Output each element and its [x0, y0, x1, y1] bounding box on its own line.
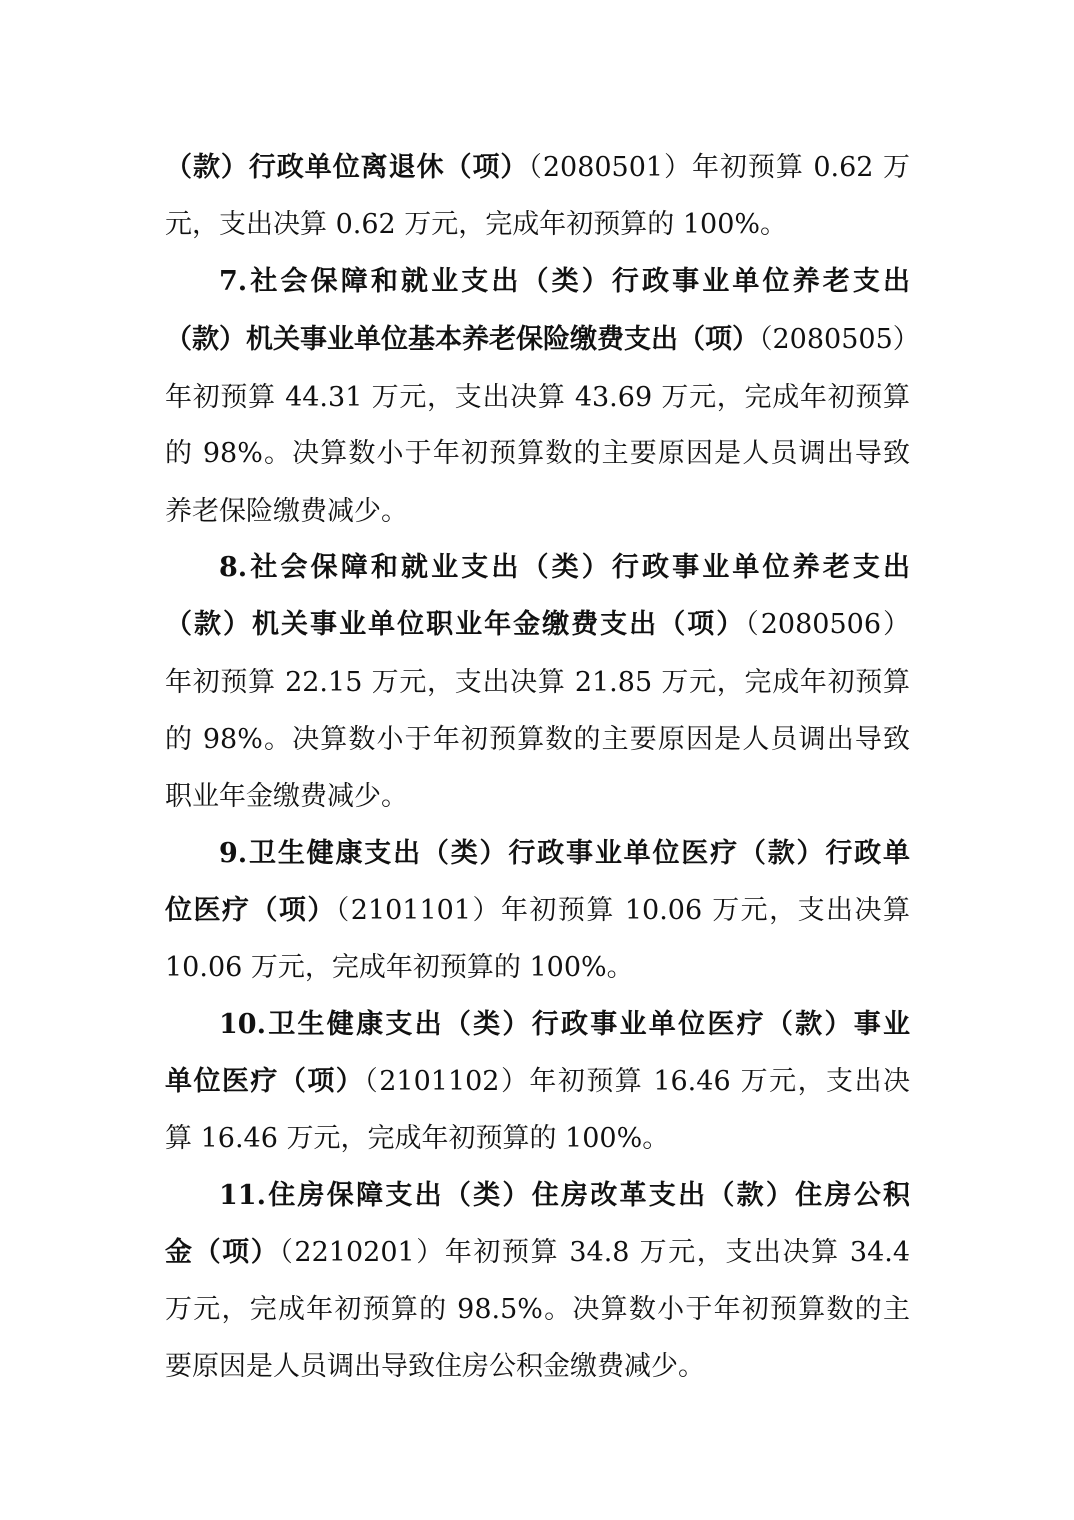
budget-item-heading: 位医疗（项） — [165, 895, 336, 926]
paragraph-line — [219, 1005, 910, 1045]
paragraph-text: （2101102）年初预算 16.46 万元，支出决 — [364, 1066, 910, 1097]
paragraph-text: 算 16.46 万元，完成年初预算的 100%。 — [165, 1123, 670, 1154]
paragraph-line — [165, 663, 910, 703]
paragraph-line — [165, 1290, 910, 1330]
budget-item-heading: 10.卫生健康支出（类）行政事业单位医疗（款）事业 — [219, 1009, 910, 1040]
paragraph-line — [165, 1062, 910, 1102]
paragraph-line — [165, 891, 910, 931]
paragraph-text: 年初预算 44.31 万元，支出决算 43.69 万元，完成年初预算 — [165, 382, 910, 413]
paragraph-line — [165, 378, 910, 418]
paragraph-text: （2080501）年初预算 0.62 万 — [528, 152, 910, 183]
paragraph-line — [219, 1176, 910, 1216]
budget-item-heading: 金（项） — [165, 1237, 280, 1268]
budget-item-heading: 8.社会保障和就业支出（类）行政事业单位养老支出 — [219, 552, 910, 583]
paragraph-text: 10.06 万元，完成年初预算的 100%。 — [165, 952, 634, 983]
paragraph-line — [165, 605, 910, 645]
paragraph-text: （2101101）年初预算 10.06 万元，支出决算 — [335, 895, 910, 926]
paragraph-line — [165, 492, 910, 532]
budget-item-heading: 单位医疗（项） — [165, 1066, 365, 1097]
paragraph-line — [165, 1347, 910, 1387]
budget-item-heading: （款）机关事业单位职业年金缴费支出（项） — [165, 609, 746, 640]
paragraph-text: 的 98%。决算数小于年初预算数的主要原因是人员调出导致 — [165, 438, 910, 469]
paragraph-text: 养老保险缴费减少。 — [165, 496, 408, 527]
paragraph-line — [219, 548, 910, 588]
paragraph-text: 要原因是人员调出导致住房公积金缴费减少。 — [165, 1351, 705, 1382]
paragraph-line — [165, 720, 910, 760]
paragraph-text: 万元，完成年初预算的 98.5%。决算数小于年初预算数的主 — [165, 1294, 910, 1325]
paragraph-text: （2080505） — [759, 324, 920, 355]
paragraph-text: 的 98%。决算数小于年初预算数的主要原因是人员调出导致 — [165, 724, 910, 755]
paragraph-line — [219, 834, 910, 874]
paragraph-line — [165, 777, 910, 817]
paragraph-text: 年初预算 22.15 万元，支出决算 21.85 万元，完成年初预算 — [165, 667, 910, 698]
budget-item-heading: （款）行政单位离退休（项） — [165, 152, 529, 183]
paragraph-text: 职业年金缴费减少。 — [165, 781, 408, 812]
paragraph-line — [165, 1119, 910, 1159]
paragraph-line — [165, 205, 910, 245]
paragraph-text: （2210201）年初预算 34.8 万元，支出决算 34.4 — [279, 1237, 911, 1268]
budget-item-heading: 7.社会保障和就业支出（类）行政事业单位养老支出 — [219, 266, 910, 297]
paragraph-text: 元，支出决算 0.62 万元，完成年初预算的 100%。 — [165, 209, 788, 240]
budget-item-heading: （款）机关事业单位基本养老保险缴费支出（项） — [165, 324, 759, 355]
paragraph-line — [165, 434, 910, 474]
paragraph-line — [165, 148, 910, 188]
paragraph-line — [165, 1233, 910, 1273]
paragraph-line — [165, 320, 920, 360]
budget-item-heading: 11.住房保障支出（类）住房改革支出（款）住房公积 — [219, 1180, 910, 1211]
paragraph-line — [219, 262, 910, 302]
paragraph-line — [165, 948, 910, 988]
budget-item-heading: 9.卫生健康支出（类）行政事业单位医疗（款）行政单 — [219, 838, 910, 869]
paragraph-text: （2080506） — [745, 609, 911, 640]
